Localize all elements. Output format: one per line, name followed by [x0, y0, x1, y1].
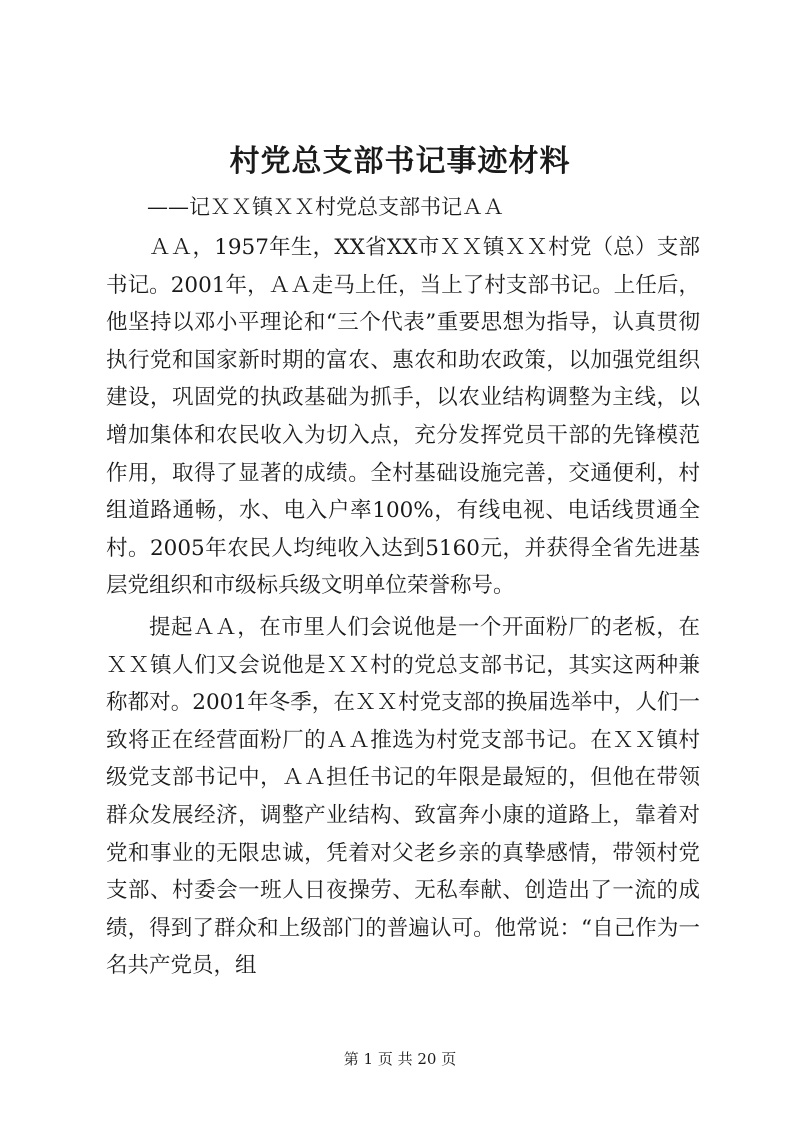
page-subtitle: ——记ＸＸ镇ＸＸ村党总支部书记ＡＡ — [147, 195, 504, 219]
page-title: 村党总支部书记事迹材料 — [229, 144, 571, 179]
document-body — [106, 229, 700, 985]
paragraph-1: ＡＡ，1957年生，XX省XX市ＸＸ镇ＸＸ村党（总）支部书记。2001年，ＡＡ走马上任，当上了村支部书记。上任后，他坚持以邓小平理论和“三个代表”重要思想为指导，认真贯彻执行党和国家新时期的富农、惠农和助农政策，以加强党组织建设，巩固党的执政基础为抓手，以农业结构调整为主线，以增加集体和农民收入为切入点，充分发挥党员干部的先锋模范作用，取得了显著的成绩。全村基础设施完善，交通便利，村组道路通畅，水、电入户率100%，有线电视、电话线贯通全村。2005年农民人均纯收入达到5160元，并获得全省先进基层党组织和市级标兵级文明单位荣誉称号。 — [106, 235, 700, 599]
page-number-footer: 第 1 页 共 20 页 — [343, 1050, 457, 1068]
paragraph-2: 提起ＡＡ，在市里人们会说他是一个开面粉厂的老板，在ＸＸ镇人们又会说他是ＸＸ村的党总支部书记，其实这两种兼称都对。2001年冬季，在ＸＸ村党支部的换届选举中，人们一致将正在经营面粉厂的ＡＡ推选为村党支部书记。在ＸＸ镇村级党支部书记中，ＡＡ担任书记的年限是最短的，但他在带领群众发展经济，调整产业结构、致富奔小康的道路上，靠着对党和事业的无限忠诚，凭着对父老乡亲的真挚感情，带领村党支部、村委会一班人日夜操劳、无私奉献、创造出了一流的成绩，得到了群众和上级部门的普遍认可。他常说：“自己作为一名共产党员，组 — [106, 614, 700, 979]
